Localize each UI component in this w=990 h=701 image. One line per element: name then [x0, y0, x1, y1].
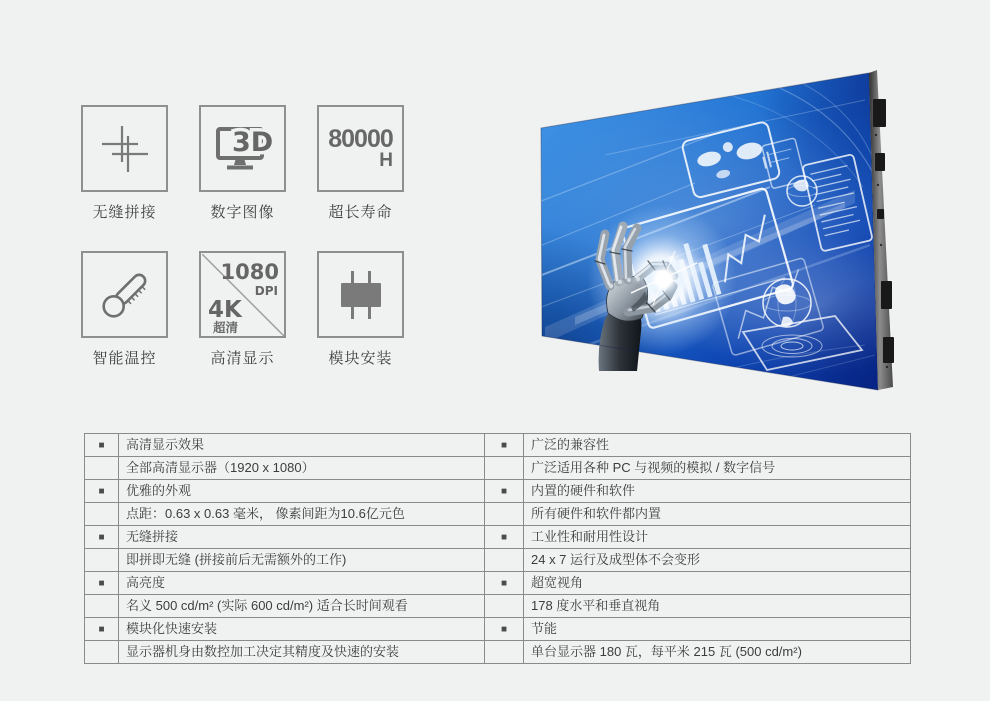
resolution-4k-icon	[202, 254, 284, 336]
bullet-icon: ■	[98, 486, 105, 497]
feature-label: 高清显示	[210, 350, 275, 367]
res-4k: 4K	[207, 296, 242, 323]
bullet-icon: ■	[98, 532, 105, 543]
badge-3d: 3D	[231, 126, 273, 158]
spec-detail-right: 单台显示器 180 瓦，每平米 215 瓦 (500 cd/m²)	[524, 641, 910, 663]
monitor-3d-icon	[211, 120, 275, 178]
bullet-cell	[484, 457, 523, 479]
spec-header-left: 模块化快速安装	[119, 618, 484, 640]
bullet-cell	[484, 595, 523, 617]
res-dpi: DPI	[254, 283, 278, 298]
bullet-icon: ■	[500, 440, 508, 451]
bullet-cell	[484, 618, 523, 640]
spec-header-right: 广泛的兼容性	[524, 434, 910, 456]
bullet-cell	[85, 572, 118, 594]
spec-header-left: 无缝拼接	[119, 526, 484, 548]
spec-header-left: 优雅的外观	[119, 480, 484, 502]
bullet-icon: ■	[500, 578, 508, 589]
bullet-icon: ■	[500, 532, 508, 543]
spec-header-left: 高清显示效果	[119, 434, 484, 456]
bullet-cell	[484, 434, 523, 456]
feature-label: 数字图像	[210, 204, 275, 221]
bullet-cell	[85, 503, 118, 525]
lifespan-hours-icon	[319, 127, 402, 170]
thermometer-icon	[95, 265, 155, 325]
spec-detail-left: 显示器机身由数控加工决定其精度及快速的安装	[119, 641, 484, 663]
feature-label: 智能温控	[92, 350, 157, 367]
feature-hd-display	[199, 251, 286, 367]
hours-value: 80000	[328, 125, 393, 153]
module-mount-icon	[332, 266, 390, 324]
bullet-cell	[85, 480, 118, 502]
bullet-cell	[484, 549, 523, 571]
bullet-icon: ■	[98, 624, 105, 635]
spec-header-right: 超宽视角	[524, 572, 910, 594]
bullet-cell	[85, 434, 118, 456]
spec-header-right: 工业性和耐用性设计	[524, 526, 910, 548]
seamless-splicing-icon	[97, 121, 153, 177]
spec-detail-left: 即拼即无缝 (拼接前后无需额外的工作)	[119, 549, 484, 571]
bullet-cell	[85, 641, 118, 663]
feature-seamless	[81, 105, 168, 221]
spec-detail-left: 名义 500 cd/m² (实际 600 cd/m²) 适合长时间观看	[119, 595, 484, 617]
spec-detail-right: 24 x 7 运行及成型体不会变形	[524, 549, 910, 571]
bullet-cell	[85, 595, 118, 617]
feature-box	[317, 105, 404, 192]
product-panel-image	[515, 55, 935, 420]
bullet-cell	[85, 457, 118, 479]
bullet-cell	[484, 572, 523, 594]
feature-module	[317, 251, 404, 367]
spec-detail-right: 178 度水平和垂直视角	[524, 595, 910, 617]
feature-box	[199, 251, 286, 338]
bullet-icon: ■	[98, 578, 105, 589]
spec-table	[84, 433, 911, 664]
feature-lifespan	[317, 105, 404, 221]
spec-detail-right: 所有硬件和软件都内置	[524, 503, 910, 525]
bullet-cell	[85, 549, 118, 571]
feature-label: 无缝拼接	[92, 204, 157, 221]
bullet-icon: ■	[500, 486, 508, 497]
spec-detail-left: 全部高清显示器（1920 x 1080）	[119, 457, 484, 479]
hours-unit: H	[379, 150, 393, 171]
spec-header-left: 高亮度	[119, 572, 484, 594]
res-1080: 1080	[220, 259, 279, 284]
bullet-cell	[484, 503, 523, 525]
bullet-cell	[85, 526, 118, 548]
bullet-icon: ■	[500, 624, 508, 635]
spec-header-right: 内置的硬件和软件	[524, 480, 910, 502]
feature-box	[81, 251, 168, 338]
feature-digital-image	[199, 105, 286, 221]
feature-thermal	[81, 251, 168, 367]
bullet-cell	[484, 526, 523, 548]
spec-detail-left: 点距：0.63 x 0.63 毫米， 像素间距为10.6亿元色	[119, 503, 484, 525]
res-uhd: 超清	[212, 319, 238, 335]
bullet-cell	[484, 480, 523, 502]
feature-box	[81, 105, 168, 192]
spec-detail-right: 广泛适用各种 PC 与视频的模拟 / 数字信号	[524, 457, 910, 479]
feature-box	[199, 105, 286, 192]
spec-header-right: 节能	[524, 618, 910, 640]
bullet-cell	[484, 641, 523, 663]
feature-label: 超长寿命	[328, 204, 393, 221]
bullet-icon: ■	[98, 440, 105, 451]
feature-box	[317, 251, 404, 338]
feature-label: 模块安装	[328, 350, 393, 367]
bullet-cell	[85, 618, 118, 640]
